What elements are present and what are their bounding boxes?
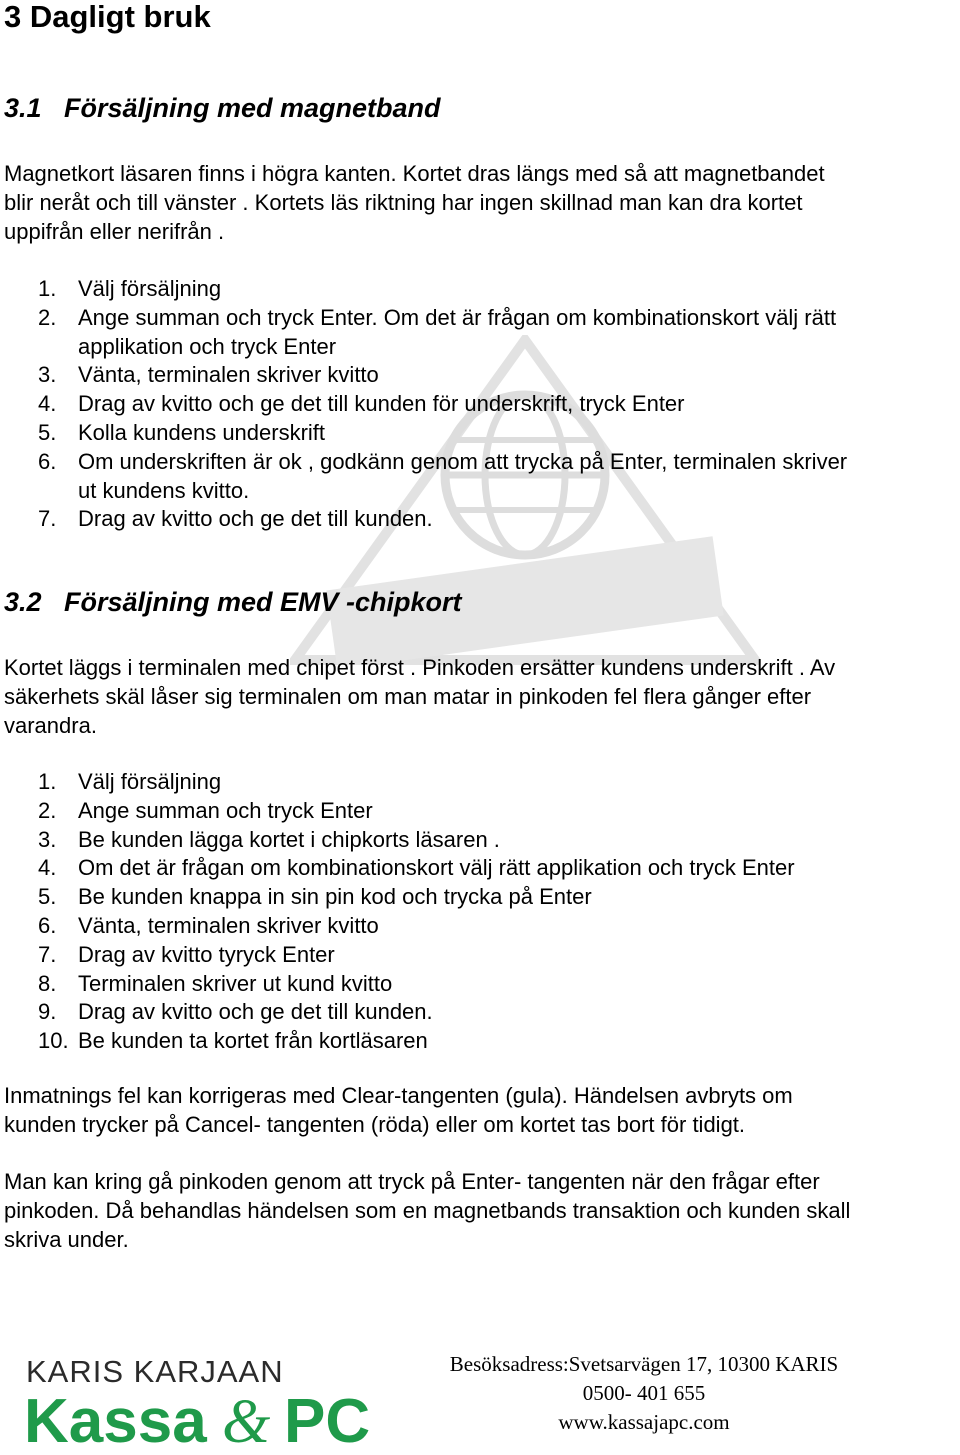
section-number: 3.2 [4, 587, 42, 617]
intro-line: blir neråt och till vänster . Kortets läs riktning har ingen skillnad man kan dra kortet [4, 189, 803, 215]
list-item: 4. Drag av kvitto och ge det till kunden för underskrift, tryck Enter [38, 391, 685, 417]
section-title: Försäljning med EMV -chipkort [64, 587, 462, 617]
intro-line: uppifrån eller nerifrån . [4, 218, 225, 244]
section2-intro [4, 654, 958, 740]
list-item: 6. Vänta, terminalen skriver kvitto [38, 912, 379, 938]
logo-line-2: Kassa [24, 1387, 207, 1448]
section-title: Försäljning med magnetband [64, 93, 441, 123]
intro-line: Magnetkort läsaren finns i högra kanten. Kortet dras längs med så att magnetbandet [4, 161, 825, 186]
section2-steps [0, 768, 950, 1056]
list-item: 8. Terminalen skriver ut kund kvitto [38, 970, 393, 996]
section-heading-3-1 [4, 92, 441, 124]
list-item: 7. Drag av kvitto tyryck Enter [38, 941, 335, 967]
list-item: 4. Om det är frågan om kombinationskort välj rätt applikation och tryck Enter [38, 855, 795, 881]
intro-line: säkerhets skäl låser sig terminalen om man matar in pinkoden fel flera gånger efter [4, 683, 812, 709]
footer-phone: 0500- 401 655 [582, 1381, 706, 1405]
list-item: 3. Vänta, terminalen skriver kvitto [38, 362, 379, 388]
logo-ampersand: & [222, 1388, 271, 1448]
list-item: 9. Drag av kvitto och ge det till kunden. [38, 999, 433, 1025]
list-item: 2. Ange summan och tryck Enter [38, 797, 373, 823]
list-item: 7. Drag av kvitto och ge det till kunden. [38, 506, 433, 532]
section2-note-bypass-pin: Man kan kring gå pinkoden genom att tryck på Enter- tangenten när den frågar efter pinkoden. Då behandlas händelsen som en magnetbands transaktion och kunden skall skriva under. [4, 1169, 851, 1252]
section-number: 3.1 [4, 93, 42, 123]
section2-note-clear-cancel: Inmatnings fel kan korrigeras med Clear-tangenten (gula). Händelsen avbryts om kunden trycker på Cancel- tangenten (röda) eller om kortet tas bort för tidigt. [4, 1083, 793, 1137]
list-item: 5. Kolla kundens underskrift [38, 419, 326, 445]
list-item: 6. Om underskriften är ok , godkänn genom att trycka på Enter, terminalen skriver ut kundens kvitto. [38, 448, 848, 503]
list-item: 1. Välj försäljning [38, 769, 222, 794]
section1-intro [4, 160, 958, 246]
intro-line: varandra. [4, 712, 97, 738]
logo-line-3: PC [284, 1387, 371, 1448]
chapter-heading: 3 Dagligt bruk [4, 0, 211, 34]
footer-contact [394, 1350, 894, 1437]
list-item: 1. Välj försäljning [38, 276, 222, 301]
list-item: 3. Be kunden lägga kortet i chipkorts läsaren . [38, 826, 500, 852]
footer-address: Besöksadress:Svetsarvägen 17, 10300 KARIS [449, 1352, 839, 1376]
list-item: 10. Be kunden ta kortet från kortläsaren [38, 1028, 428, 1054]
footer-website-link[interactable]: www.kassajapc.com [558, 1410, 730, 1434]
logo-line-1: KARIS KARJAAN [26, 1354, 284, 1389]
kassa-pc-logo [24, 1352, 394, 1448]
section-heading-3-2 [4, 586, 462, 618]
list-item: 2. Ange summan och tryck Enter. Om det är frågan om kombinationskort välj rätt applikation och tryck Enter [38, 304, 837, 359]
intro-line: Kortet läggs i terminalen med chipet först . Pinkoden ersätter kundens underskrift . Av [4, 655, 836, 680]
list-item: 5. Be kunden knappa in sin pin kod och trycka på Enter [38, 884, 592, 910]
section1-steps [0, 275, 950, 534]
